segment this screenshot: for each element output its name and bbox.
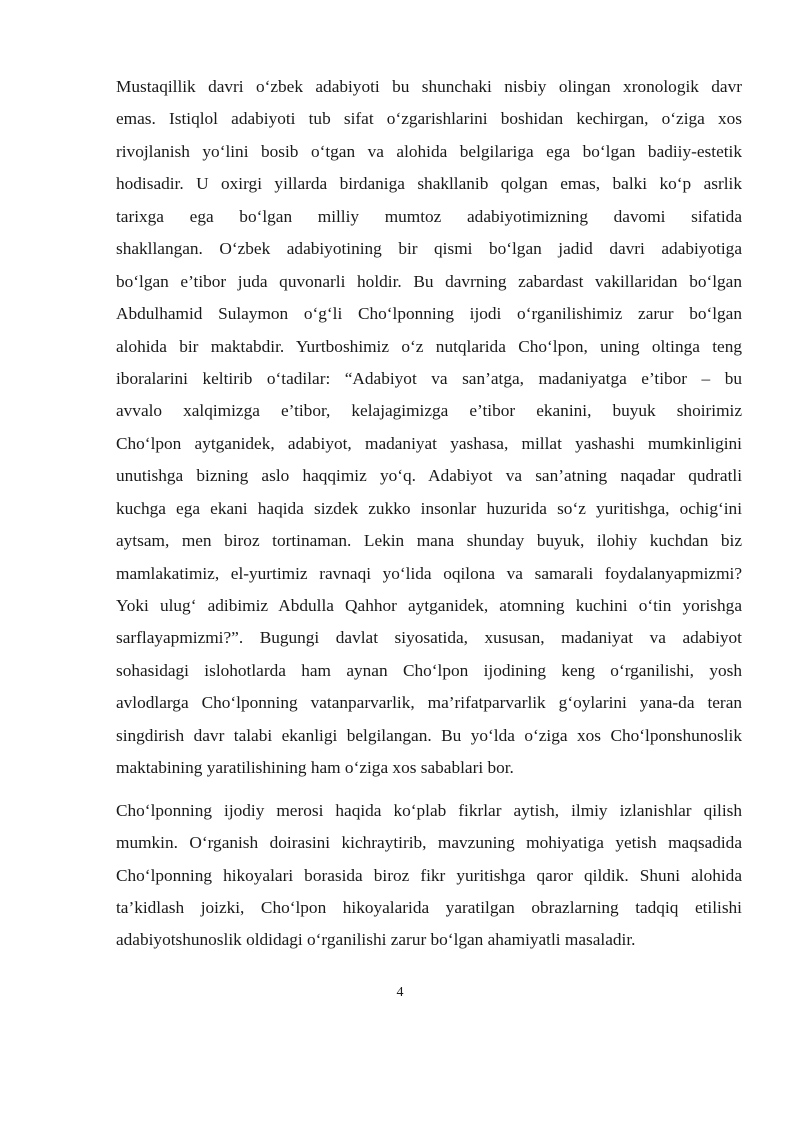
text-line: alohida bir maktabdir. Yurtboshimiz o‘z nutqlarida Cho‘lpon, uning oltinga teng — [116, 336, 742, 356]
text-line: sohasidagi islohotlarda ham aynan Cho‘lpon ijodining keng o‘rganilishi, yosh — [116, 660, 742, 680]
text-line: hodisadir. U oxirgi yillarda birdaniga shakllanib qolgan emas, balki ko‘p asrlik — [116, 174, 742, 194]
text-line: mumkin. O‘rganish doirasini kichraytirib, mavzuning mohiyatiga yetish maqsadida — [116, 833, 742, 853]
text-line: tarixga ega bo‘lgan milliy mumtoz adabiyotimizning davomi sifatida — [116, 206, 742, 226]
text-line: avvalo xalqimizga e’tibor, kelajagimizga e’tibor ekanini, buyuk shoirimiz — [116, 401, 742, 421]
body-text — [116, 71, 742, 957]
text-line: mamlakatimiz, el-yurtimiz ravnaqi yo‘lida oqilona va samarali foydalanyapmizmi? — [116, 563, 742, 583]
text-line: avlodlarga Cho‘lponning vatanparvarlik, ma’rifatparvarlik g‘oylarini yana-da teran — [116, 693, 742, 713]
text-line: singdirish davr talabi ekanligi belgilangan. Bu yo‘lda o‘ziga xos Cho‘lponshunoslik — [116, 725, 742, 745]
paragraph — [116, 71, 742, 785]
paragraph — [116, 795, 742, 957]
text-line: rivojlanish yo‘lini bosib o‘tgan va alohida belgilariga ega bo‘lgan badiiy-estetik — [116, 141, 742, 161]
text-line: ta’kidlash joizki, Cho‘lpon hikoyalarida yaratilgan obrazlarning tadqiq etilishi — [116, 897, 742, 917]
text-line: iboralarini keltirib o‘tadilar: “Adabiyot va san’atga, madaniyatga e’tibor – bu — [116, 368, 742, 388]
text-line: shakllangan. O‘zbek adabiyotining bir qismi bo‘lgan jadid davri adabiyotiga — [116, 239, 742, 259]
text-line: adabiyotshunoslik oldidagi o‘rganilishi zarur bo‘lgan ahamiyatli masaladir. — [116, 930, 636, 950]
text-line: Cho‘lponning ijodiy merosi haqida ko‘plab fikrlar aytish, ilmiy izlanishlar qilish — [116, 800, 742, 820]
text-line: Yoki ulug‘ adibimiz Abdulla Qahhor aytganidek, atomning kuchini o‘tin yorishga — [116, 596, 742, 615]
text-line: Abdulhamid Sulaymon o‘g‘li Cho‘lponning ijodi o‘rganilishimiz zarur bo‘lgan — [116, 304, 742, 324]
text-line: Mustaqillik davri o‘zbek adabiyoti bu shunchaki nisbiy olingan xronologik davr — [116, 77, 742, 96]
page-number: 4 — [396, 985, 404, 1000]
text-line: aytsam, men biroz tortinaman. Lekin mana shunday buyuk, ilohiy kuchdan biz — [116, 531, 742, 551]
text-line: unutishga bizning aslo haqqimiz yo‘q. Adabiyot va san’atning naqadar qudratli — [116, 466, 742, 486]
paragraph-gap — [116, 785, 742, 795]
text-line: maktabining yaratilishining ham o‘ziga xos sabablari bor. — [116, 758, 514, 778]
text-line: kuchga ega ekani haqida sizdek zukko insonlar huzurida so‘z yuritishga, ochig‘ini — [116, 498, 742, 518]
text-line: sarflayapmizmi?”. Bugungi davlat siyosatida, xususan, madaniyat va adabiyot — [116, 628, 742, 648]
text-line: bo‘lgan e’tibor juda quvonarli holdir. Bu davrning zabardast vakillaridan bo‘lgan — [116, 271, 742, 291]
text-line: Cho‘lponning hikoyalari borasida biroz fikr yuritishga qaror qildik. Shuni alohida — [116, 865, 742, 885]
text-line: emas. Istiqlol adabiyoti tub sifat o‘zgarishlarini boshidan kechirgan, o‘ziga xos — [116, 109, 742, 129]
text-line: Cho‘lpon aytganidek, adabiyot, madaniyat yashasa, millat yashashi mumkinligini — [116, 433, 742, 453]
